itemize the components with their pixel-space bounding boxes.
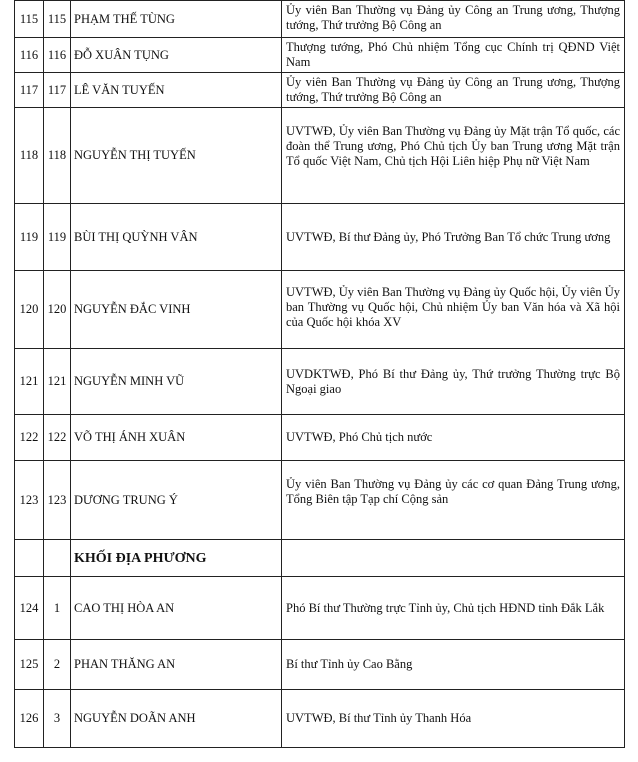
row-number-cell: 118 <box>44 108 71 204</box>
row-number-cell: 119 <box>44 204 71 271</box>
table-row <box>15 690 625 748</box>
name-cell: PHẠM THẾ TÙNG <box>71 1 282 38</box>
name-cell: LÊ VĂN TUYẾN <box>71 73 282 108</box>
empty-cell <box>44 540 71 577</box>
position-cell: UVDKTWĐ, Phó Bí thư Đảng ủy, Thứ trưởng Thường trực Bộ Ngoại giao <box>282 349 625 415</box>
empty-cell <box>15 540 44 577</box>
position-cell: UVTWĐ, Ủy viên Ban Thường vụ Đảng ủy Quốc hội, Ủy viên Ủy ban Thường vụ Quốc hội, Chủ nhiệm Ủy ban Văn hóa và Xã hội của Quốc hội khóa XV <box>282 271 625 349</box>
position-cell: UVTWĐ, Ủy viên Ban Thường vụ Đảng ủy Mặt trận Tổ quốc, các đoàn thể Trung ương, Phó Chủ tịch Ủy ban Trung ương Mặt trận Tổ quốc Việt Nam, Chủ tịch Hội Liên hiệp Phụ nữ Việt Nam <box>282 108 625 204</box>
position-cell: Bí thư Tỉnh ủy Cao Bằng <box>282 640 625 690</box>
empty-cell <box>282 540 625 577</box>
row-number-cell: 117 <box>44 73 71 108</box>
row-index-cell: 124 <box>15 577 44 640</box>
document-page <box>14 0 624 744</box>
table-row <box>15 108 625 204</box>
name-cell: CAO THỊ HÒA AN <box>71 577 282 640</box>
row-number-cell: 123 <box>44 461 71 540</box>
row-index-cell: 121 <box>15 349 44 415</box>
row-index-cell: 119 <box>15 204 44 271</box>
table-row <box>15 349 625 415</box>
name-cell: NGUYỄN DOÃN ANH <box>71 690 282 748</box>
table-row <box>15 1 625 38</box>
name-cell: NGUYỄN THỊ TUYẾN <box>71 108 282 204</box>
row-index-cell: 122 <box>15 415 44 461</box>
row-index-cell: 125 <box>15 640 44 690</box>
name-cell: DƯƠNG TRUNG Ý <box>71 461 282 540</box>
row-number-cell: 3 <box>44 690 71 748</box>
position-cell: UVTWĐ, Phó Chủ tịch nước <box>282 415 625 461</box>
name-cell: NGUYỄN MINH VŨ <box>71 349 282 415</box>
row-number-cell: 115 <box>44 1 71 38</box>
row-number-cell: 2 <box>44 640 71 690</box>
row-number-cell: 122 <box>44 415 71 461</box>
name-cell: NGUYỄN ĐẮC VINH <box>71 271 282 349</box>
row-index-cell: 123 <box>15 461 44 540</box>
row-index-cell: 117 <box>15 73 44 108</box>
table-row <box>15 204 625 271</box>
position-cell: Ủy viên Ban Thường vụ Đảng ủy các cơ quan Đảng Trung ương, Tổng Biên tập Tạp chí Cộng sản <box>282 461 625 540</box>
table-row <box>15 271 625 349</box>
row-index-cell: 120 <box>15 271 44 349</box>
row-index-cell: 116 <box>15 38 44 73</box>
row-number-cell: 120 <box>44 271 71 349</box>
row-index-cell: 118 <box>15 108 44 204</box>
table-row <box>15 73 625 108</box>
name-cell: BÙI THỊ QUỲNH VÂN <box>71 204 282 271</box>
table-row <box>15 640 625 690</box>
position-cell: Thượng tướng, Phó Chủ nhiệm Tổng cục Chính trị QĐND Việt Nam <box>282 38 625 73</box>
name-cell: VÕ THỊ ÁNH XUÂN <box>71 415 282 461</box>
candidate-table <box>14 0 625 748</box>
position-cell: Ủy viên Ban Thường vụ Đảng ủy Công an Trung ương, Thượng tướng, Thứ trưởng Bộ Công an <box>282 73 625 108</box>
section-title: KHỐI ĐỊA PHƯƠNG <box>71 540 282 577</box>
table-row <box>15 577 625 640</box>
position-cell: Ủy viên Ban Thường vụ Đảng ủy Công an Trung ương, Thượng tướng, Thứ trưởng Bộ Công an <box>282 1 625 38</box>
position-cell: UVTWĐ, Bí thư Tỉnh ủy Thanh Hóa <box>282 690 625 748</box>
row-index-cell: 126 <box>15 690 44 748</box>
row-number-cell: 116 <box>44 38 71 73</box>
section-row <box>15 540 625 577</box>
name-cell: ĐỖ XUÂN TỤNG <box>71 38 282 73</box>
name-cell: PHAN THĂNG AN <box>71 640 282 690</box>
row-number-cell: 1 <box>44 577 71 640</box>
table-row <box>15 415 625 461</box>
table-row <box>15 38 625 73</box>
row-number-cell: 121 <box>44 349 71 415</box>
table-row <box>15 461 625 540</box>
position-cell: UVTWĐ, Bí thư Đảng ủy, Phó Trưởng Ban Tổ chức Trung ương <box>282 204 625 271</box>
position-cell: Phó Bí thư Thường trực Tỉnh ủy, Chủ tịch HĐND tỉnh Đắk Lắk <box>282 577 625 640</box>
row-index-cell: 115 <box>15 1 44 38</box>
